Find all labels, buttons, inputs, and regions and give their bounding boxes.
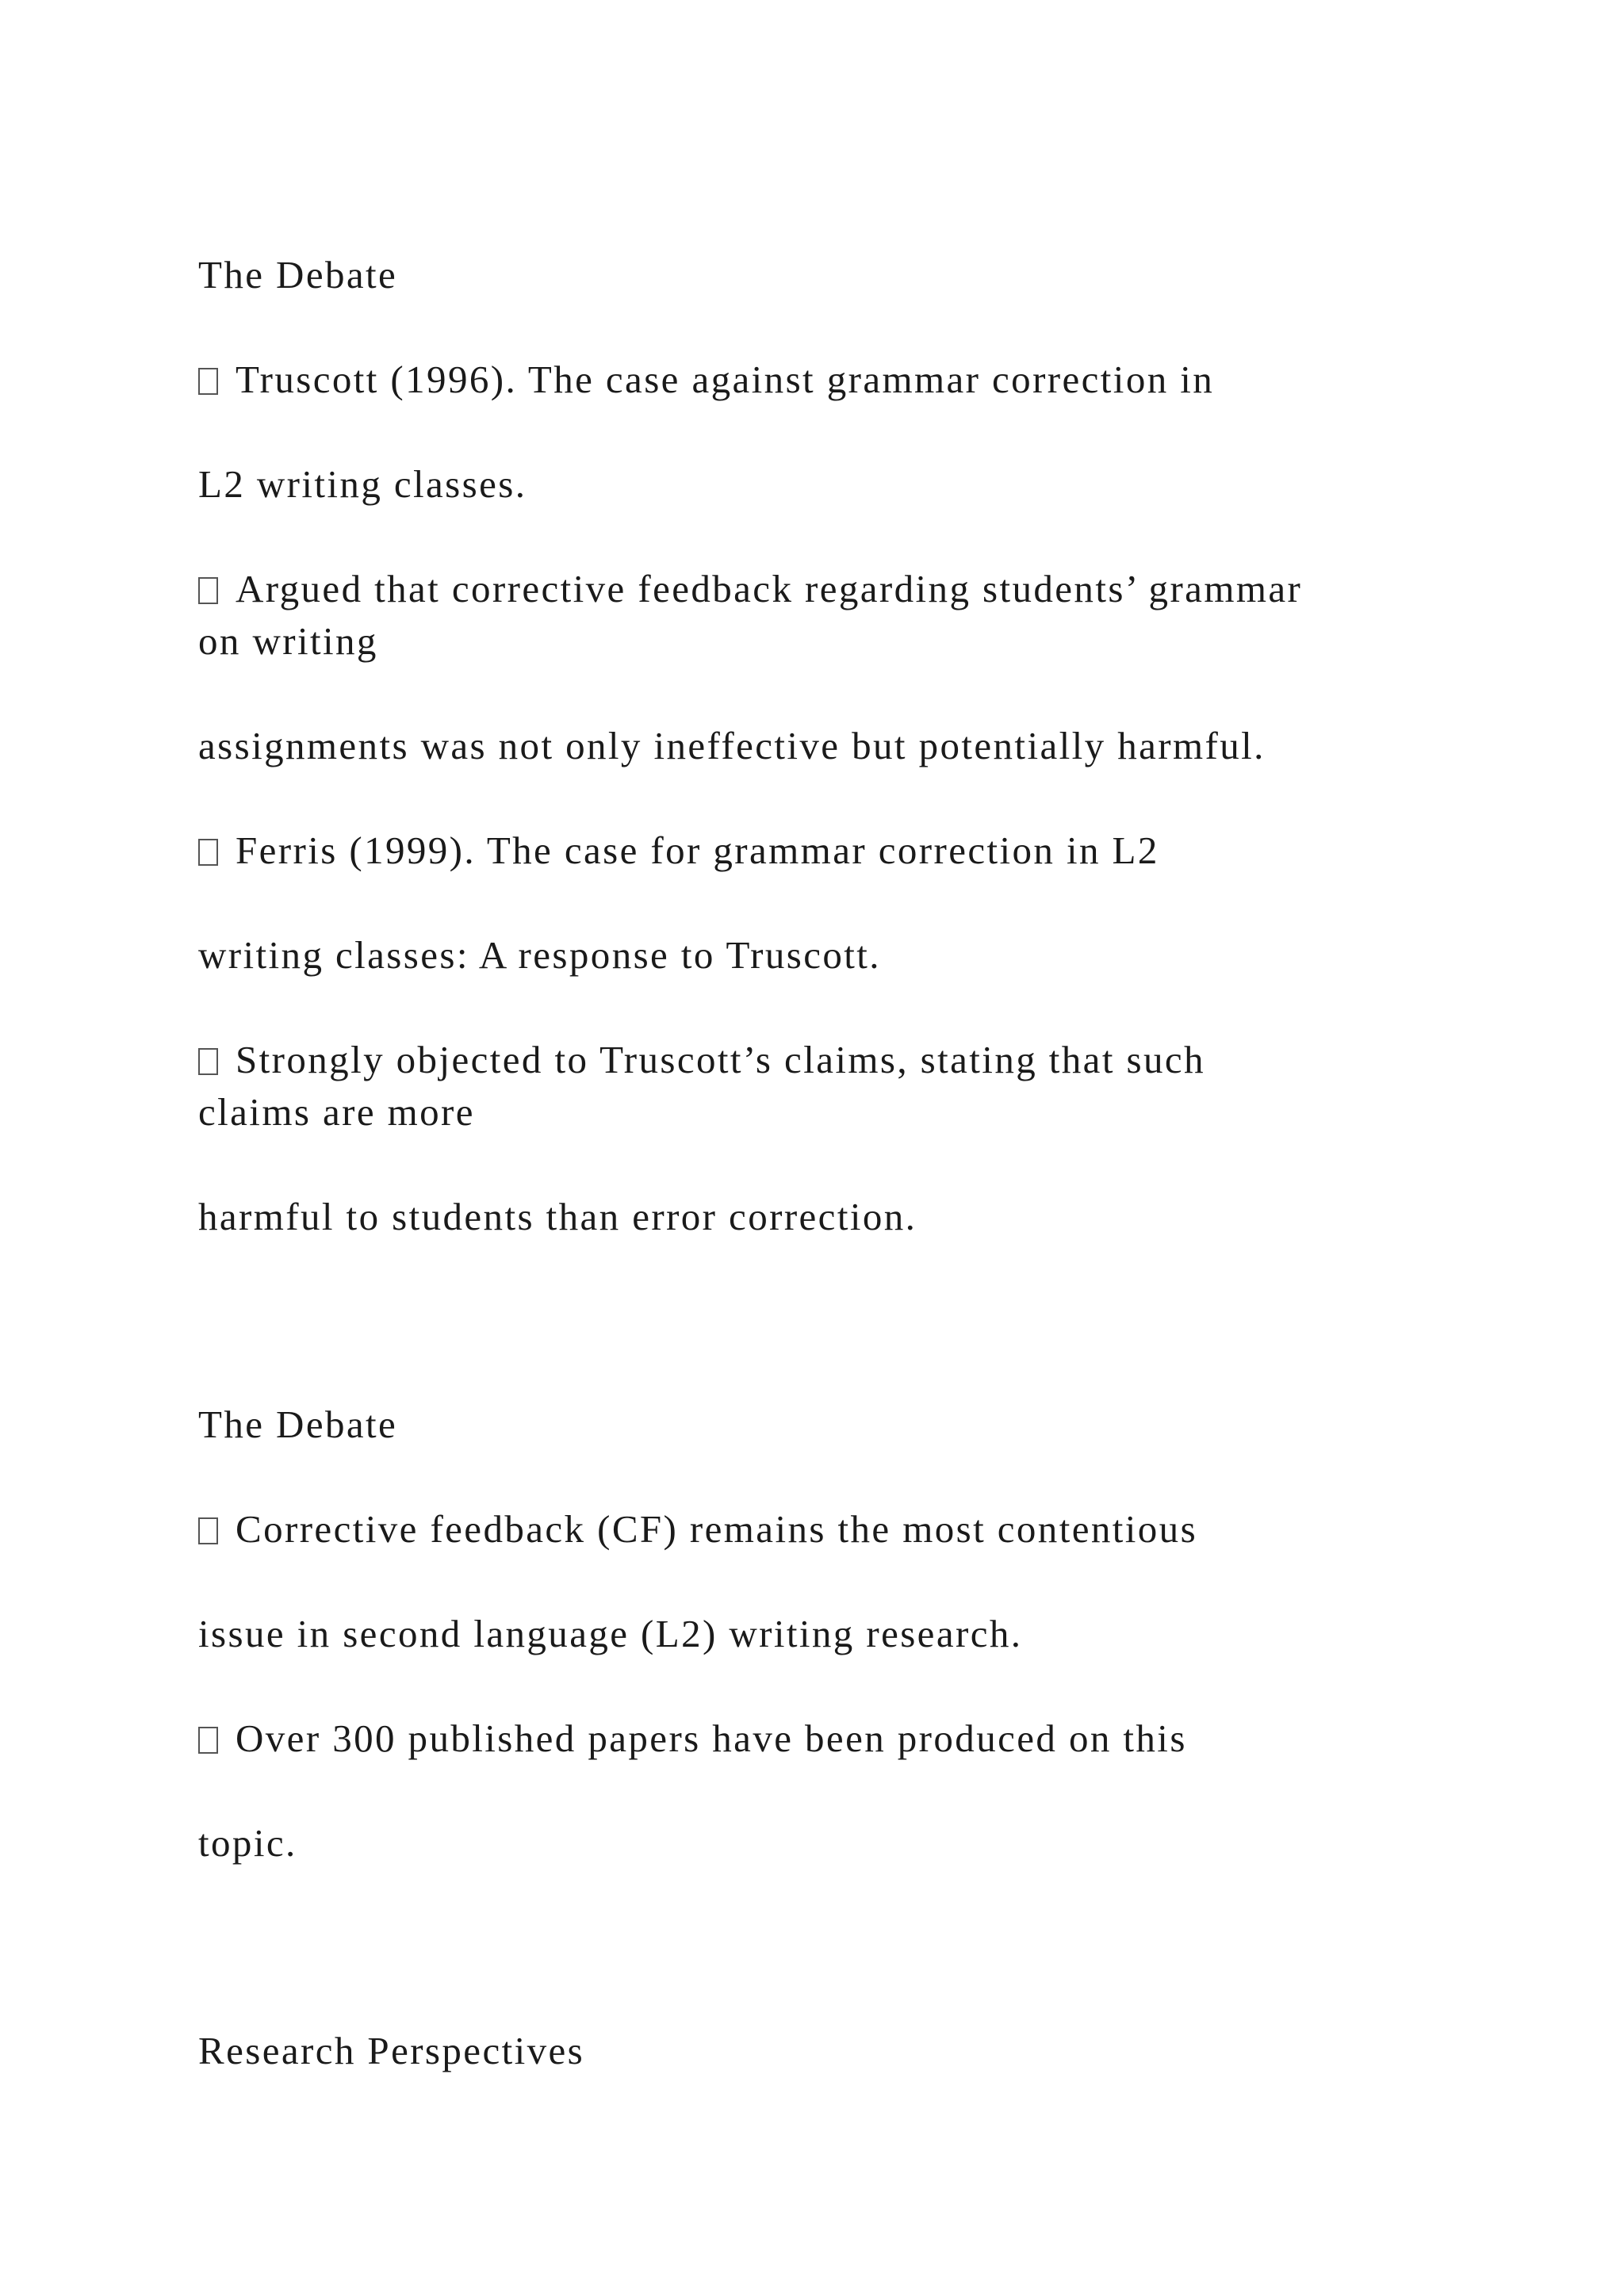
section-heading: The Debate <box>198 1402 398 1446</box>
bullet-box-icon <box>198 368 218 395</box>
text-line: topic. <box>198 1821 297 1865</box>
text-line: on writing <box>198 619 378 663</box>
bullet-box-icon <box>198 1517 218 1544</box>
bullet-item: Corrective feedback (CF) remains the most contentious <box>198 1503 1197 1556</box>
bullet-box-icon <box>198 1048 218 1075</box>
text-line: claims are more <box>198 1090 475 1134</box>
text-line: harmful to students than error correction. <box>198 1195 917 1238</box>
section-heading: The Debate <box>198 253 398 297</box>
text-line: writing classes: A response to Truscott. <box>198 933 881 977</box>
bullet-item: Truscott (1996). The case against grammar correction in <box>198 354 1214 406</box>
text-line: assignments was not only ineffective but potentially harmful. <box>198 724 1266 767</box>
bullet-box-icon <box>198 839 218 866</box>
text-line: issue in second language (L2) writing research. <box>198 1612 1023 1655</box>
bullet-item: Strongly objected to Truscott’s claims, stating that such <box>198 1034 1205 1086</box>
bullet-box-icon <box>198 577 218 604</box>
bullet-item: Over 300 published papers have been produced on this <box>198 1712 1187 1765</box>
bullet-item: Ferris (1999). The case for grammar correction in L2 <box>198 825 1159 877</box>
bullet-item: Argued that corrective feedback regarding students’ grammar <box>198 563 1302 615</box>
text-line: L2 writing classes. <box>198 462 527 506</box>
bullet-box-icon <box>198 1727 218 1754</box>
section-heading: Research Perspectives <box>198 2029 585 2072</box>
